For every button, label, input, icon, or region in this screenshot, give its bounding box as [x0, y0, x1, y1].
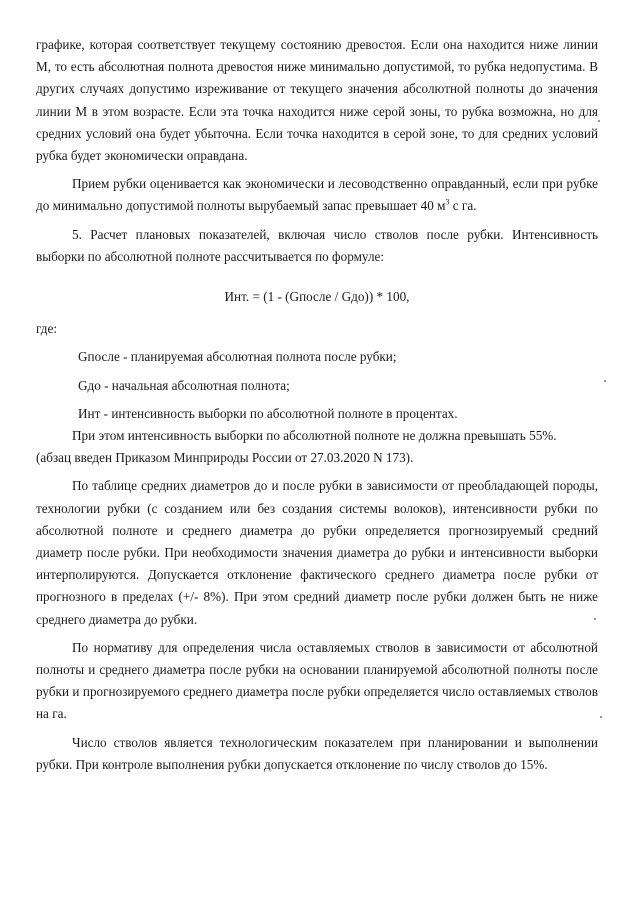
paragraph-intensity-limit: При этом интенсивность выборки по абсолютной полноте не должна превышать 55%.	[72, 428, 557, 444]
paragraph-economic-justification	[36, 173, 598, 217]
paragraph-diameter-table: По таблице средних диаметров до и после рубки в зависимости от преобладающей породы, технологии рубки (с созданием или без создания системы волоков), интенсивности рубки по абсолютной полноте и среднего диаметра до рубки определяется прогнозируемый средний диаметр после рубки. При необходимости значения диаметра до рубки и интенсивности выборки интерполируются. Допускается отклонение фактического среднего диаметра после рубки от прогнозного в пределах (+/- 8%). При этом средний диаметр после рубки должен быть не ниже среднего диаметра до рубки.	[36, 478, 598, 627]
scan-speck	[600, 716, 602, 718]
scan-speck	[598, 120, 600, 122]
paragraph-continuation: графике, которая соответствует текущему состоянию древостоя. Если она находится ниже линии М, то есть абсолютная полнота древостоя ниже минимально допустимой, то рубка недопустима. В других случаях допустимо изреживание от текущего значения абсолютной полноты до значения линии М в этом возрасте. Если эта точка находится ниже серой зоны, то рубка возможна, но для средних условий она будет убыточна. Если точка находится в серой зоне, то для средних условий рубка будет экономически оправдана.	[36, 37, 598, 164]
paragraph-planned-indicators: 5. Расчет плановых показателей, включая число стволов после рубки. Интенсивность выборки по абсолютной полноте рассчитывается по формуле:	[36, 226, 598, 264]
where-label: где:	[36, 321, 57, 337]
superscript-cubic: 3	[445, 198, 450, 208]
paragraph-text-end: с га.	[449, 198, 477, 214]
paragraph-text: Прием рубки оценивается как экономически и лесоводственно оправданный, если при рубке до минимально допустимой полноты вырубаемый запас превышает 40 м	[36, 176, 598, 214]
paragraph-stem-count-norm: По нормативу для определения числа оставляемых стволов в зависимости от абсолютной полноты и среднего диаметра после рубки на основании планируемой абсолютной полноты после рубки и прогнозируемого среднего диаметра после рубки определяется число оставляемых стволов на га.	[36, 639, 598, 722]
paragraph-stem-count-tolerance: Число стволов является технологическим показателем при планировании и выполнении рубки. При контроле выполнения рубки допускается отклонение по числу стволов до 15%.	[36, 734, 598, 772]
scan-speck	[594, 618, 596, 620]
document-body	[36, 34, 598, 776]
scan-speck	[604, 380, 606, 382]
definition-intensity: Инт - интенсивность выборки по абсолютной полноте в процентах.	[78, 405, 458, 421]
definition-g-after: Gпосле - планируемая абсолютная полнота после рубки;	[78, 349, 397, 365]
intensity-formula: Инт. = (1 - (Gпосле / Gдо)) * 100,	[224, 289, 410, 305]
definition-g-before: Gдо - начальная абсолютная полнота;	[78, 377, 290, 393]
paragraph-amendment-note: (абзац введен Приказом Минприроды России от 27.03.2020 N 173).	[36, 450, 414, 466]
